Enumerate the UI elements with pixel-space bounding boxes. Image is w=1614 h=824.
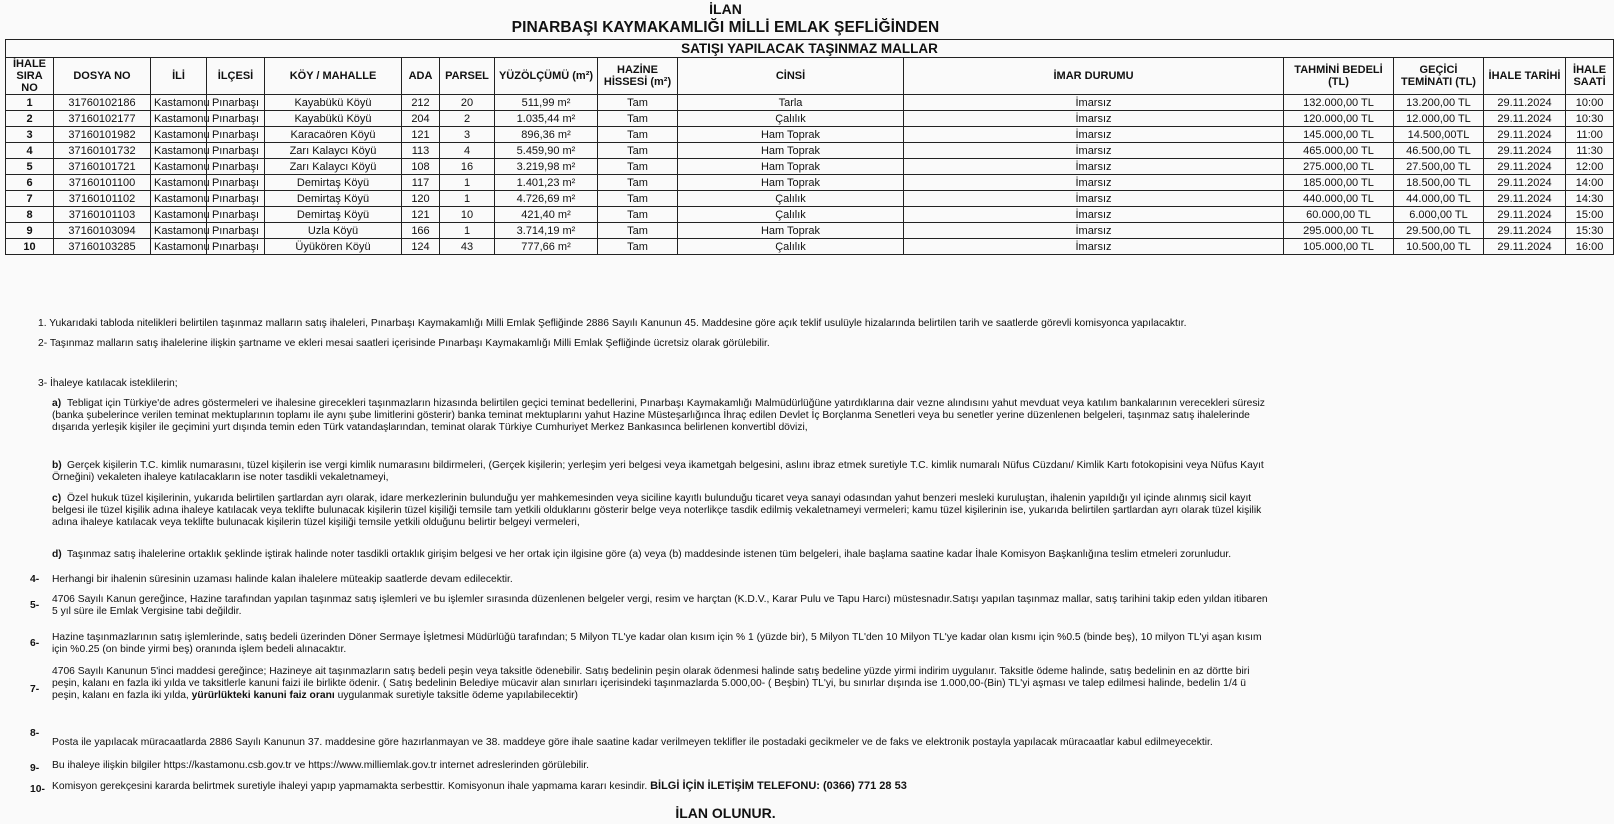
cell-ada: 117 <box>402 175 440 191</box>
cell-teminat: 44.000,00 TL <box>1394 191 1484 207</box>
cell-saat: 12:00 <box>1566 159 1614 175</box>
cell-bedel: 465.000,00 TL <box>1284 143 1394 159</box>
cell-koy: Zarı Kalaycı Köyü <box>265 143 402 159</box>
cell-tarih: 29.11.2024 <box>1484 111 1566 127</box>
cell-hazine: Tam <box>598 207 678 223</box>
note-7-line2: peşin, kalanı en fazla iki yılda ve taksitlerle kanuni faizi ile birlikte ödenir. ( Satış bedelinin Belediye mücavir alan sınırları içerisindeki taşınmazlarda 5.000,00- ( Beşbin) TL'yi, bu sınırlar dışında ise 1.000,00-(Bin) TL'yi aşması ve talep edilmesi halinde, bedelin 1/4 ü <box>52 678 1247 689</box>
cell-yuzolcum: 421,40 m² <box>495 207 598 223</box>
cell-hazine: Tam <box>598 175 678 191</box>
note-3c-line1: Özel hukuk tüzel kişilerinin, yukarıda belirtilen şartlardan ayrı olarak, idare merkezlerinin bulunduğu yer mahkemesinden veya siciline kayıtlı bulunduğu ticaret veya sanayi odasından yahut benzeri mesleki kuruluştan, ihalenin yapıldığı yıl içinde alınmış sicil kayıt <box>67 493 1252 504</box>
cell-teminat: 29.500,00 TL <box>1394 223 1484 239</box>
cell-sira: 6 <box>6 175 54 191</box>
cell-yuzolcum: 511,99 m² <box>495 95 598 111</box>
cell-parsel: 20 <box>440 95 495 111</box>
col-saat: İHALE SAATİ <box>1566 58 1614 95</box>
note-3c-label: c) <box>52 493 62 504</box>
cell-parsel: 16 <box>440 159 495 175</box>
col-koy: KÖY / MAHALLE <box>265 58 402 95</box>
cell-sira: 10 <box>6 239 54 255</box>
note-7-line3-part3: uygulanmak suretiyle taksitle ödeme yapılabilecektir) <box>337 690 578 701</box>
cell-hazine: Tam <box>598 127 678 143</box>
cell-ilce: Pınarbaşı <box>207 191 265 207</box>
cell-saat: 16:00 <box>1566 239 1614 255</box>
cell-ilce: Pınarbaşı <box>207 159 265 175</box>
cell-bedel: 295.000,00 TL <box>1284 223 1394 239</box>
cell-bedel: 440.000,00 TL <box>1284 191 1394 207</box>
col-cinsi: CİNSİ <box>678 58 904 95</box>
cell-cinsi: Çalılık <box>678 111 904 127</box>
cell-ada: 108 <box>402 159 440 175</box>
cell-sira: 1 <box>6 95 54 111</box>
note-9-num: 9- <box>30 763 40 774</box>
cell-cinsi: Tarla <box>678 95 904 111</box>
cell-ilce: Pınarbaşı <box>207 223 265 239</box>
cell-tarih: 29.11.2024 <box>1484 239 1566 255</box>
cell-sira: 2 <box>6 111 54 127</box>
cell-yuzolcum: 4.726,69 m² <box>495 191 598 207</box>
cell-koy: Demirtaş Köyü <box>265 175 402 191</box>
cell-il: Kastamonu <box>151 143 207 159</box>
contact-phone: BİLGİ İÇİN İLETİŞİM TELEFONU: (0366) 771 28 53 <box>650 780 907 792</box>
cell-tarih: 29.11.2024 <box>1484 191 1566 207</box>
note-3a-line3: dışarıda yerleşik kişiler ile geçimini yurt dışında temin eden Türk vatandaşlarından, teminat olarak Türkiye Cumhuriyet Merkez Bankasınca belirlenen konvertibl dövizi, <box>52 422 808 433</box>
cell-dosya: 37160101100 <box>54 175 151 191</box>
col-imar: İMAR DURUMU <box>904 58 1284 95</box>
note-2: 2- Taşınmaz malların satış ihalelerine ilişkin şartname ve ekleri mesai saatleri içerisinde Pınarbaşı Kaymakamlığı Milli Emlak Şefliğinde ücretsiz olarak görülebilir. <box>38 338 770 349</box>
cell-tarih: 29.11.2024 <box>1484 223 1566 239</box>
cell-yuzolcum: 3.714,19 m² <box>495 223 598 239</box>
note-7-line1: 4706 Sayılı Kanunun 5'inci maddesi gereğince; Hazineye ait taşınmazların satış bedeli peşin veya taksitle ödenebilir. Satış bedelinin peşin olarak ödenmesi halinde satış bedeline yüzde yirmi indirim uygulanır. Taksitle ödeme halinde, satış bedelinin en az dörtte biri <box>52 666 1250 677</box>
note-3b-line1: Gerçek kişilerin T.C. kimlik numarasını, tüzel kişilerin ise vergi kimlik numarasını bildirmeleri, (Gerçek kişilerin; yerleşim yeri belgesi veya ikametgah belgesini, aslını ibraz etmek suretiyle T.C. kimlik numaralı Nüfus Cüzdanı/ Kimlik Kartı fotokopisini veya Nüfus Kayıt <box>67 460 1264 471</box>
cell-imar: İmarsız <box>904 143 1284 159</box>
cell-sira: 3 <box>6 127 54 143</box>
cell-hazine: Tam <box>598 191 678 207</box>
table-subtitle: SATIŞI YAPILACAK TAŞINMAZ MALLAR <box>6 40 1614 58</box>
cell-il: Kastamonu <box>151 223 207 239</box>
note-3a-label: a) <box>52 398 62 409</box>
cell-tarih: 29.11.2024 <box>1484 175 1566 191</box>
note-9: Bu ihaleye ilişkin bilgiler https://kastamonu.csb.gov.tr ve https://www.milliemlak.gov.tr internet adreslerinden görülebilir. <box>52 760 590 771</box>
cell-il: Kastamonu <box>151 111 207 127</box>
col-sira: İHALE SIRA NO <box>6 58 54 95</box>
cell-ada: 121 <box>402 127 440 143</box>
cell-dosya: 37160101103 <box>54 207 151 223</box>
cell-cinsi: Ham Toprak <box>678 159 904 175</box>
cell-koy: Karacaören Köyü <box>265 127 402 143</box>
cell-ilce: Pınarbaşı <box>207 143 265 159</box>
cell-ada: 212 <box>402 95 440 111</box>
cell-saat: 14:00 <box>1566 175 1614 191</box>
note-3c-line3: adına ihaleye katılacak veya teklifte bulunacak kişilerin tüzel kişiliği temsile yetkili olduğunu belirtir belgeyi vermeleri, <box>52 517 580 528</box>
cell-parsel: 1 <box>440 223 495 239</box>
cell-parsel: 3 <box>440 127 495 143</box>
cell-yuzolcum: 896,36 m² <box>495 127 598 143</box>
cell-ilce: Pınarbaşı <box>207 207 265 223</box>
col-bedel: TAHMİNİ BEDELİ (TL) <box>1284 58 1394 95</box>
cell-imar: İmarsız <box>904 95 1284 111</box>
issuer-title: PINARBAŞI KAYMAKAMLIĞI MİLLİ EMLAK ŞEFLİĞİNDEN <box>511 19 940 36</box>
cell-tarih: 29.11.2024 <box>1484 207 1566 223</box>
note-4-num: 4- <box>30 574 40 585</box>
cell-il: Kastamonu <box>151 175 207 191</box>
cell-imar: İmarsız <box>904 191 1284 207</box>
cell-parsel: 2 <box>440 111 495 127</box>
note-7-line3-part1: peşin, kalanı en fazla iki yılda, <box>52 690 189 701</box>
cell-saat: 14:30 <box>1566 191 1614 207</box>
cell-tarih: 29.11.2024 <box>1484 143 1566 159</box>
cell-koy: Kayabükü Köyü <box>265 95 402 111</box>
cell-saat: 15:00 <box>1566 207 1614 223</box>
cell-saat: 10:00 <box>1566 95 1614 111</box>
note-10 <box>52 781 907 793</box>
note-5-line2: 5 yıl süre ile Emlak Vergisine tabi değildir. <box>52 606 242 617</box>
cell-yuzolcum: 3.219,98 m² <box>495 159 598 175</box>
cell-hazine: Tam <box>598 159 678 175</box>
col-dosya: DOSYA NO <box>54 58 151 95</box>
note-7-num: 7- <box>30 684 40 695</box>
cell-cinsi: Ham Toprak <box>678 223 904 239</box>
cell-imar: İmarsız <box>904 239 1284 255</box>
cell-ilce: Pınarbaşı <box>207 175 265 191</box>
cell-dosya: 37160101982 <box>54 127 151 143</box>
cell-cinsi: Ham Toprak <box>678 175 904 191</box>
cell-bedel: 132.000,00 TL <box>1284 95 1394 111</box>
cell-koy: Demirtaş Köyü <box>265 191 402 207</box>
cell-imar: İmarsız <box>904 111 1284 127</box>
cell-sira: 7 <box>6 191 54 207</box>
cell-sira: 4 <box>6 143 54 159</box>
note-6-line2: için %0.25 (on binde yirmi beş) oranında işlem bedeli alınacaktır. <box>52 644 347 655</box>
cell-il: Kastamonu <box>151 207 207 223</box>
col-parsel: PARSEL <box>440 58 495 95</box>
cell-teminat: 27.500,00 TL <box>1394 159 1484 175</box>
cell-sira: 9 <box>6 223 54 239</box>
cell-bedel: 185.000,00 TL <box>1284 175 1394 191</box>
cell-yuzolcum: 5.459,90 m² <box>495 143 598 159</box>
cell-sira: 5 <box>6 159 54 175</box>
cell-imar: İmarsız <box>904 159 1284 175</box>
col-il: İLİ <box>151 58 207 95</box>
cell-imar: İmarsız <box>904 207 1284 223</box>
cell-parsel: 43 <box>440 239 495 255</box>
cell-il: Kastamonu <box>151 159 207 175</box>
note-7-interest-rate: yürürlükteki kanuni faiz oranı <box>191 690 335 701</box>
note-3d-line1: Taşınmaz satış ihalelerine ortaklık şeklinde iştirak halinde noter tasdikli ortaklık girişim belgesi ve her ortak için ilgisine göre (a) veya (b) maddesinde istenen tüm belgeleri, ihale başlama saatine kadar İhale Komisyon Başkanlığına teslim etmeleri zorunludur. <box>67 549 1232 560</box>
cell-dosya: 37160103285 <box>54 239 151 255</box>
cell-dosya: 37160101721 <box>54 159 151 175</box>
cell-ada: 121 <box>402 207 440 223</box>
cell-dosya: 37160103094 <box>54 223 151 239</box>
note-3a-line2: (banka şubelerince verilen teminat mektuplarının toplamı ile aynı şube limitlerini gösterir) banka teminat mektuplarını yahut Hazine Müsteşarlığınca İhraç edilen Devlet İç Borçlanma Senetleri veya bu senetler yerine düzenlenen belgeleri, taşınmaz satış ihalelerinde <box>52 410 1250 421</box>
cell-dosya: 37160101102 <box>54 191 151 207</box>
cell-ada: 120 <box>402 191 440 207</box>
cell-il: Kastamonu <box>151 127 207 143</box>
note-3: 3- İhaleye katılacak isteklilerin; <box>38 378 178 389</box>
cell-parsel: 1 <box>440 191 495 207</box>
cell-bedel: 105.000,00 TL <box>1284 239 1394 255</box>
cell-teminat: 13.200,00 TL <box>1394 95 1484 111</box>
closing-line: İLAN OLUNUR. <box>675 805 776 821</box>
note-7-line3 <box>52 690 578 702</box>
cell-imar: İmarsız <box>904 127 1284 143</box>
cell-saat: 15:30 <box>1566 223 1614 239</box>
note-5-line1: 4706 Sayılı Kanun gereğince, Hazine tarafından yapılan taşınmaz satış işlemleri ve bu işlemler sırasında düzenlenen belgeler vergi, resim ve harçtan (K.D.V., Karar Pulu ve Tapu Harcı) müstesnadır.Satışı yapılan taşınmaz mallar, satış tarihini takip eden yıldan itibaren <box>52 594 1268 605</box>
cell-il: Kastamonu <box>151 95 207 111</box>
col-hazine: HAZİNE HİSSESİ (m²) <box>598 58 678 95</box>
cell-dosya: 37160102177 <box>54 111 151 127</box>
cell-koy: Kayabükü Köyü <box>265 111 402 127</box>
cell-ilce: Pınarbaşı <box>207 95 265 111</box>
cell-ilce: Pınarbaşı <box>207 239 265 255</box>
cell-hazine: Tam <box>598 111 678 127</box>
note-3b-label: b) <box>52 460 62 471</box>
cell-teminat: 6.000,00 TL <box>1394 207 1484 223</box>
cell-koy: Üyükören Köyü <box>265 239 402 255</box>
cell-teminat: 12.000,00 TL <box>1394 111 1484 127</box>
cell-imar: İmarsız <box>904 175 1284 191</box>
note-6-line1: Hazine taşınmazlarının satış işlemlerinde, satış bedeli üzerinden Döner Sermaye İşletmesi Müdürlüğü tarafından; 5 Milyon TL'ye kadar olan kısım için % 1 (yüzde bir), 5 Milyon TL'den 10 Milyon TL'ye kadar olan kısmı için %0.5 (binde beş), 10 milyon TL'yi aşan kısım <box>52 632 1262 643</box>
cell-teminat: 10.500,00 TL <box>1394 239 1484 255</box>
note-3c-line2: belgesi ile tüzel kişilik adına ihaleye katılacak veya teklifte bulunacak kişilerin tüzel kişiliği temsile tam yetkili olduklarını gösterir belge veya noterlikçe tasdik edilmiş vekaletnameyi vermeleri; kamu tüzel kişilerinin ise, yukarıda belirtilen şartlardan ayrı olarak tüzel kişilik <box>52 505 1262 516</box>
cell-il: Kastamonu <box>151 191 207 207</box>
cell-saat: 11:00 <box>1566 127 1614 143</box>
col-tarih: İHALE TARİHİ <box>1484 58 1566 95</box>
note-3a-line1: Tebligat için Türkiye'de adres göstermeleri ve ihalesine girecekleri taşınmazların hizasında belirtilen geçici teminat bedellerini, Pınarbaşı Kaymakamlığı Malmüdürlüğüne yatırdıklarına dair vezne alındısını yahut mevduat veya katılım bankalarının verecekleri süresiz <box>67 398 1265 409</box>
note-10-num: 10- <box>30 784 45 795</box>
cell-koy: Uzla Köyü <box>265 223 402 239</box>
note-3d-label: d) <box>52 549 62 560</box>
col-yuzolcum: YÜZÖLÇÜMÜ (m²) <box>495 58 598 95</box>
cell-hazine: Tam <box>598 223 678 239</box>
cell-bedel: 120.000,00 TL <box>1284 111 1394 127</box>
note-8-num: 8- <box>30 728 40 739</box>
cell-dosya: 31760102186 <box>54 95 151 111</box>
col-teminat: GEÇİCİ TEMİNATI (TL) <box>1394 58 1484 95</box>
cell-cinsi: Çalılık <box>678 191 904 207</box>
cell-imar: İmarsız <box>904 223 1284 239</box>
cell-teminat: 46.500,00 TL <box>1394 143 1484 159</box>
cell-hazine: Tam <box>598 239 678 255</box>
cell-dosya: 37160101732 <box>54 143 151 159</box>
cell-bedel: 60.000,00 TL <box>1284 207 1394 223</box>
cell-teminat: 14.500,00TL <box>1394 127 1484 143</box>
cell-sira: 8 <box>6 207 54 223</box>
cell-cinsi: Çalılık <box>678 239 904 255</box>
cell-hazine: Tam <box>598 95 678 111</box>
cell-tarih: 29.11.2024 <box>1484 95 1566 111</box>
note-4: Herhangi bir ihalenin süresinin uzaması halinde kalan ihalelere müteakip saatlerde devam edilecektir. <box>52 574 513 585</box>
notice-title: İLAN <box>709 1 742 17</box>
cell-koy: Zarı Kalaycı Köyü <box>265 159 402 175</box>
cell-koy: Demirtaş Köyü <box>265 207 402 223</box>
note-8: Posta ile yapılacak müracaatlarda 2886 Sayılı Kanunun 37. maddesine göre hazırlanmayan ve 38. maddeye göre ihale saatine kadar verilmeyen teklifler ile postadaki gecikmeler ve de faks ve elektronik postayla yapılacak müracaatlar kabul edilmeyecektir. <box>52 737 1213 748</box>
note-1: 1. Yukarıdaki tabloda nitelikleri belirtilen taşınmaz malların satış ihaleleri, Pınarbaşı Kaymakamlığı Milli Emlak Şefliğinde 2886 Sayılı Kanunun 45. Maddesine göre açık teklif usulüyle hizalarında belirtilen tarih ve saatlerde görevli komisyonca yapılacaktır. <box>38 318 1187 329</box>
cell-yuzolcum: 777,66 m² <box>495 239 598 255</box>
cell-tarih: 29.11.2024 <box>1484 127 1566 143</box>
cell-yuzolcum: 1.035,44 m² <box>495 111 598 127</box>
cell-ada: 124 <box>402 239 440 255</box>
note-10-text: Komisyon gerekçesini kararda belirtmek suretiyle ihaleyi yapıp yapmamakta serbesttir. Komisyonun ihale yapmama kararı kesindir. <box>52 781 648 792</box>
cell-parsel: 4 <box>440 143 495 159</box>
note-5-num: 5- <box>30 600 40 611</box>
col-ada: ADA <box>402 58 440 95</box>
cell-saat: 11:30 <box>1566 143 1614 159</box>
cell-ada: 166 <box>402 223 440 239</box>
note-6-num: 6- <box>30 638 40 649</box>
cell-ilce: Pınarbaşı <box>207 111 265 127</box>
cell-teminat: 18.500,00 TL <box>1394 175 1484 191</box>
cell-il: Kastamonu <box>151 239 207 255</box>
cell-yuzolcum: 1.401,23 m² <box>495 175 598 191</box>
cell-ada: 113 <box>402 143 440 159</box>
cell-cinsi: Çalılık <box>678 207 904 223</box>
cell-ilce: Pınarbaşı <box>207 127 265 143</box>
cell-parsel: 10 <box>440 207 495 223</box>
note-3b-line2: Örneğini) vekaleten ihaleye katılacakların ise noter tasdikli vekaletnameyi, <box>52 472 389 483</box>
cell-cinsi: Ham Toprak <box>678 143 904 159</box>
cell-hazine: Tam <box>598 143 678 159</box>
cell-cinsi: Ham Toprak <box>678 127 904 143</box>
cell-tarih: 29.11.2024 <box>1484 159 1566 175</box>
cell-ada: 204 <box>402 111 440 127</box>
cell-parsel: 1 <box>440 175 495 191</box>
cell-bedel: 145.000,00 TL <box>1284 127 1394 143</box>
col-ilce: İLÇESİ <box>207 58 265 95</box>
cell-saat: 10:30 <box>1566 111 1614 127</box>
cell-bedel: 275.000,00 TL <box>1284 159 1394 175</box>
